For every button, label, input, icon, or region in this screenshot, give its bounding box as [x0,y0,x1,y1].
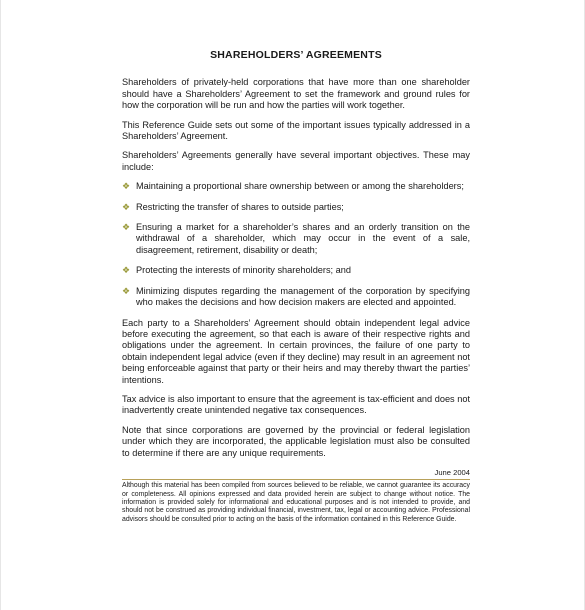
list-item-text: Minimizing disputes regarding the management of the corporation by specifying who makes the decisions and how decision makers are elected and appointed. [136,285,470,308]
diamond-bullet-icon: ❖ [122,265,131,276]
diamond-bullet-icon: ❖ [122,201,131,212]
list-item-text: Restricting the transfer of shares to outside parties; [136,201,344,212]
list-item-text: Ensuring a market for a shareholder’s shares and an orderly transition on the withdrawal of a shareholder, which may occur in the event of a sale, disagreement, retirement, disability or death; [136,222,470,255]
disclaimer-text: Although this material has been compiled from sources believed to be reliable, we cannot guarantee its accuracy or completeness. All opinions expressed and data provided herein are subject to change without notice. The information is provided solely for informational and educational purposes and is not intended to provide, and should not be construed as providing individual financial, investment, tax, legal or accounting advice. Professional advisors should be consulted prior to acting on the basis of the information contained in this Reference Guide. [122,482,470,523]
list-item [122,222,470,256]
list-item [122,181,470,192]
objectives-list [122,181,470,308]
intro-paragraph: Shareholders of privately-held corporations that have more than one shareholder should have a Shareholders’ Agreement to set the framework and ground rules for how the corporation will be run and how the parties will work together. [122,77,470,111]
list-item [122,286,470,309]
document-date: June 2004 [434,467,470,477]
tax-advice-paragraph: Tax advice is also important to ensure that the agreement is tax-efficient and does not inadvertently create unintended negative tax consequences. [122,393,470,416]
diamond-bullet-icon: ❖ [122,181,131,192]
legislation-paragraph: Note that since corporations are governed by the provincial or federal legislation under which they are incorporated, the applicable legislation must also be consulted to determine if there are any unique requirements. [122,424,470,458]
list-item-text: Maintaining a proportional share ownership between or among the shareholders; [136,181,464,192]
list-item [122,265,470,276]
document-content [122,50,470,524]
objectives-paragraph: Shareholders’ Agreements generally have several important objectives. These may include: [122,150,470,172]
list-item [122,202,470,213]
diamond-bullet-icon: ❖ [122,285,131,296]
diamond-bullet-icon: ❖ [122,222,131,233]
guide-paragraph: This Reference Guide sets out some of the important issues typically addressed in a Shareholders’ Agreement. [122,119,470,142]
legal-advice-paragraph: Each party to a Shareholders’ Agreement should obtain independent legal advice before executing the agreement, so that each is aware of their respective rights and obligations under the agreement. In certain provinces, the failure of one party to obtain independent legal advice (even if they decline) may result in an agreement not being enforceable against that party or their heirs and may thereby thwart the parties’ intentions. [122,317,470,385]
page-title: SHAREHOLDERS’ AGREEMENTS [210,49,382,61]
divider [122,479,470,480]
list-item-text: Protecting the interests of minority shareholders; and [136,265,351,276]
